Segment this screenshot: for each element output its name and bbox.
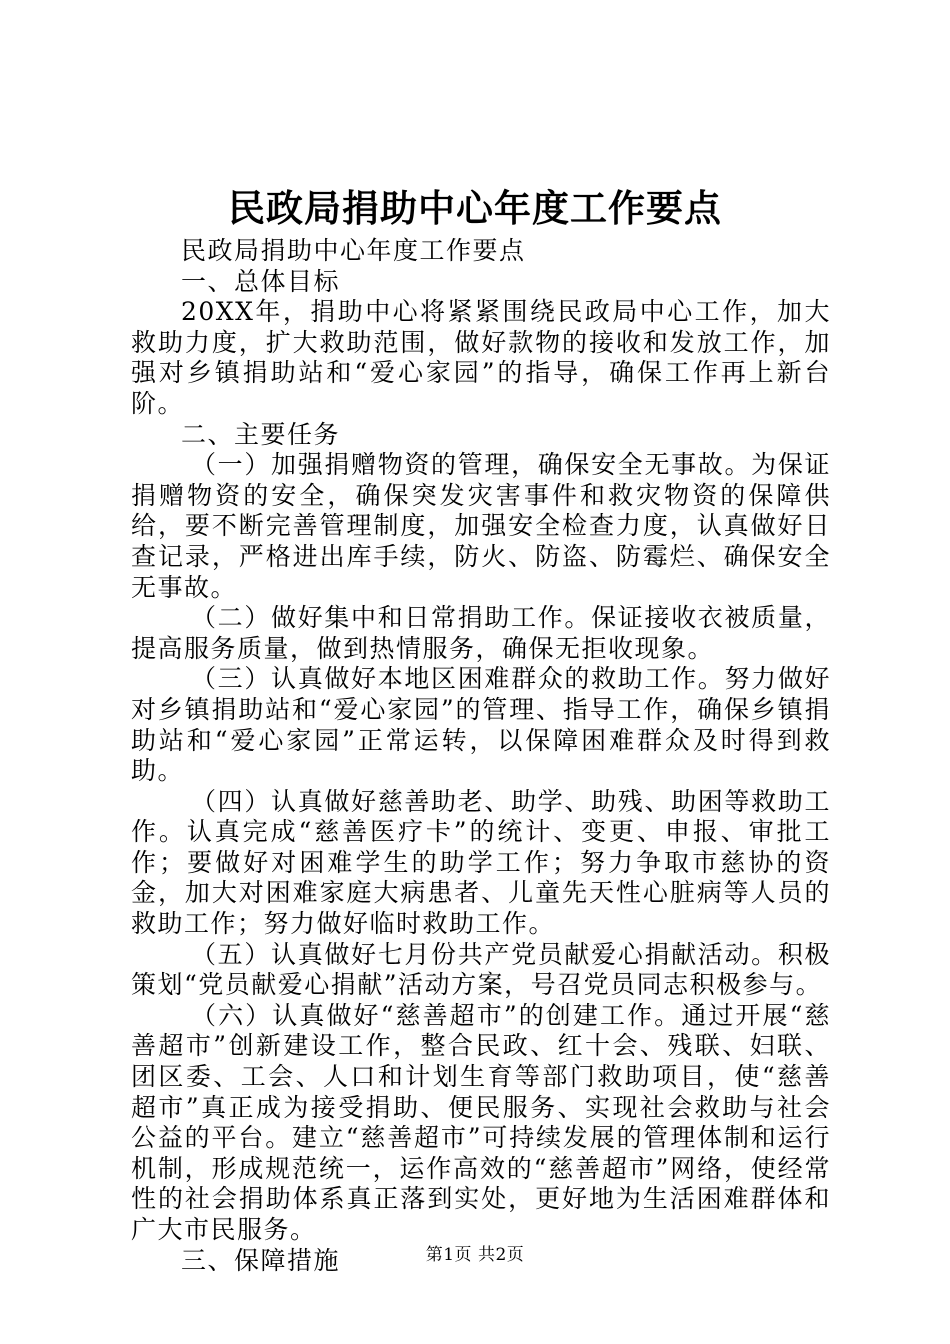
body-paragraph: 民政局捐助中心年度工作要点 bbox=[181, 236, 526, 265]
section-heading: 一、总体目标 bbox=[181, 266, 341, 296]
task-paragraph: （一）加强捐赠物资的管理，确保安全无事故。为保证捐赠物资的安全，确保突发灾害事件和救灾物资的保障供给，要不断完善管理制度，加强安全检查力度，认真做好日查记录，严格进出库手续，防火、防盗、防霉烂、确保安全无事故。 bbox=[131, 450, 831, 602]
section-heading: 三、保障措施 bbox=[181, 1245, 341, 1275]
section-heading: 二、主要任务 bbox=[181, 419, 341, 449]
task-paragraph: （五）认真做好七月份共产党员献爱心捐献活动。积极策划“党员献爱心捐献”活动方案，号召党员同志积极参与。 bbox=[131, 939, 831, 1000]
document-body bbox=[131, 236, 831, 1276]
task-paragraph: （二）做好集中和日常捐助工作。保证接收衣被质量，提高服务质量，做到热情服务，确保无拒收现象。 bbox=[131, 603, 831, 663]
page-footer: 第1页 共2页 bbox=[425, 1245, 525, 1265]
body-paragraph: 20XX年，捐助中心将紧紧围绕民政局中心工作，加大救助力度，扩大救助范围，做好款物的接收和发放工作，加强对乡镇捐助站和“爱心家园”的指导，确保工作再上新台阶。 bbox=[131, 297, 831, 418]
task-paragraph: （六）认真做好“慈善超市”的创建工作。通过开展“慈善超市”创新建设工作，整合民政、红十会、残联、妇联、团区委、工会、人口和计划生育等部门救助项目，使“慈善超市”真正成为接受捐助、便民服务、实现社会救助与社会公益的平台。建立“慈善超市”可持续发展的管理体制和运行机制，形成规范统一，运作高效的“慈善超市”网络，使经常性的社会捐助体系真正落到实处，更好地为生活困难群体和广大市民服务。 bbox=[131, 1000, 831, 1244]
task-paragraph: （三）认真做好本地区困难群众的救助工作。努力做好对乡镇捐助站和“爱心家园”的管理、指导工作，确保乡镇捐助站和“爱心家园”正常运转，以保障困难群众及时得到救助。 bbox=[131, 664, 831, 786]
document-title: 民政局捐助中心年度工作要点 bbox=[228, 186, 722, 230]
task-paragraph: （四）认真做好慈善助老、助学、助残、助困等救助工作。认真完成“慈善医疗卡”的统计、变更、申报、审批工作；要做好对困难学生的助学工作；努力争取市慈协的资金，加大对困难家庭大病患者、儿童先天性心脏病等人员的救助工作；努力做好临时救助工作。 bbox=[131, 786, 831, 939]
